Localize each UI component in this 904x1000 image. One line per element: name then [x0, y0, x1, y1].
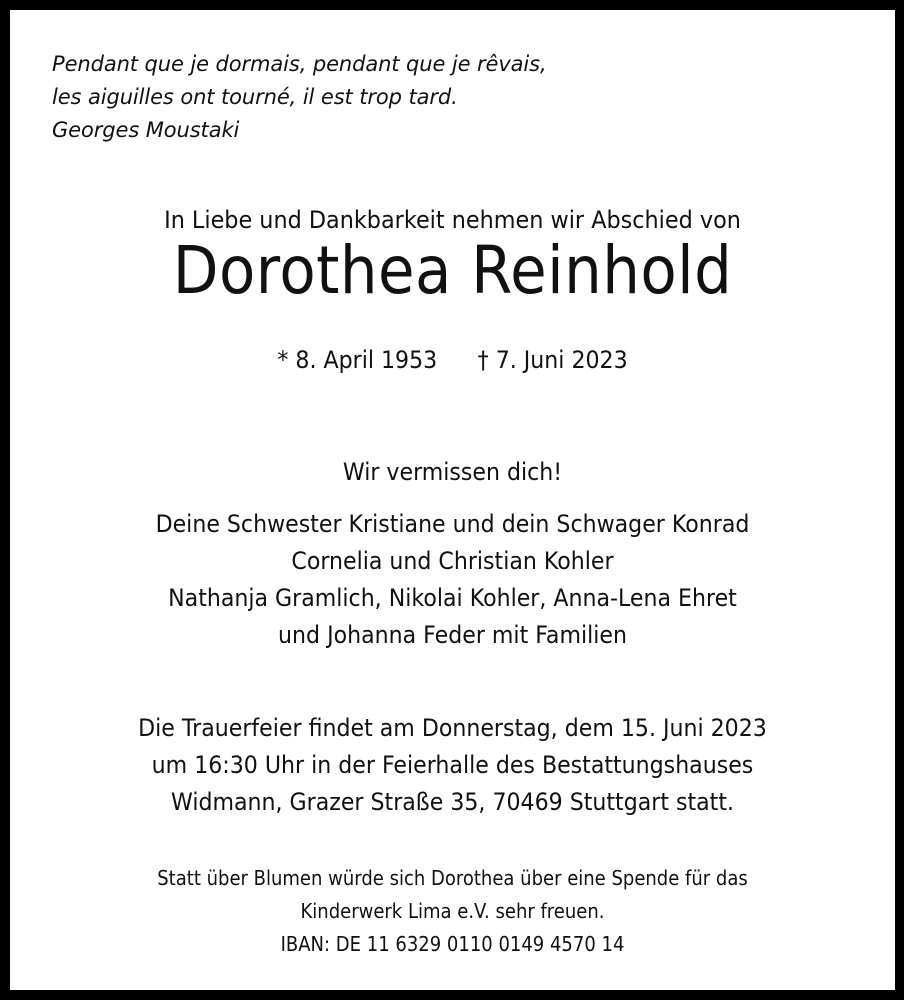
donation-line: Statt über Blumen würde sich Dorothea über eine Spende für das — [157, 866, 748, 890]
iban-line: IBAN: DE 11 6329 0110 0149 4570 14 — [280, 932, 625, 956]
obituary-notice — [10, 10, 895, 990]
ceremony-info — [45, 710, 859, 821]
ceremony-line: Widmann, Grazer Straße 35, 70469 Stuttgart statt. — [170, 788, 735, 816]
quote-line: Pendant que je dormais, pendant que je rêvais, — [52, 52, 547, 76]
donation-info — [54, 862, 851, 961]
ceremony-line: Die Trauerfeier findet am Donnerstag, dem 15. Juni 2023 — [138, 714, 767, 742]
family-line: Nathanja Gramlich, Nikolai Kohler, Anna-Lena Ehret — [168, 584, 737, 612]
donation-line: Kinderwerk Lima e.V. sehr freuen. — [300, 899, 605, 923]
intro-text: In Liebe und Dankbarkeit nehmen wir Abschied von — [164, 206, 741, 234]
quote-author: Georges Moustaki — [52, 118, 240, 142]
deceased-name: Dorothea Reinhold — [172, 232, 733, 309]
ceremony-line: um 16:30 Uhr in der Feierhalle des Bestattungshauses — [151, 751, 754, 779]
quote-line: les aiguilles ont tourné, il est trop tard. — [52, 85, 458, 109]
miss-line: Wir vermissen dich! — [342, 458, 563, 486]
family-line: Cornelia und Christian Kohler — [291, 547, 614, 575]
family-line: Deine Schwester Kristiane und dein Schwager Konrad — [155, 510, 750, 538]
family-line: und Johanna Feder mit Familien — [278, 621, 627, 649]
death-date: † 7. Juni 2023 — [477, 346, 628, 374]
family-list — [45, 506, 859, 654]
life-dates — [45, 346, 859, 374]
birth-date: * 8. April 1953 — [277, 346, 438, 374]
quote-block — [52, 48, 547, 147]
